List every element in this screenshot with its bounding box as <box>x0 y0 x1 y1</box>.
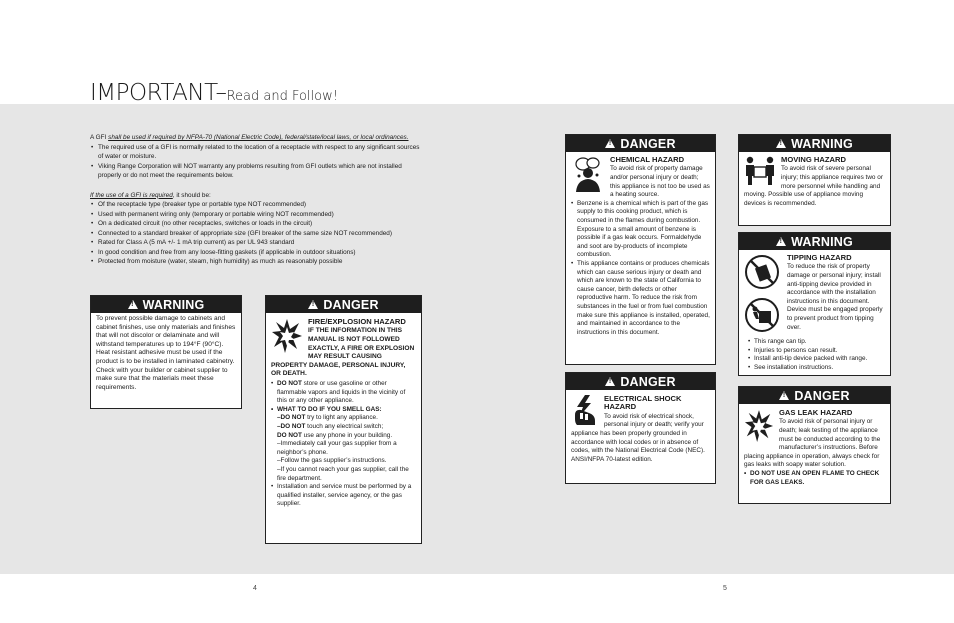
hazard-title: TIPPING HAZARD <box>787 253 852 262</box>
warning-cabinets-text: To prevent possible damage to cabinets and cabinet finishes, use only materials and finishes that will not discolor or delaminate and will withstand temperatures up to 194°F (90°C). Heat resistant adhesive must be used if the product is to be installed in laminated cabinetry. Check with your builder or cabinet supplier to make sure that the materials meet these requirements. <box>96 315 236 391</box>
list-item: • Connected to a standard breaker of appropriate size (GFI breaker of the same size NOT recommended) <box>90 229 420 239</box>
hazard-title: CHEMICAL HAZARD <box>610 155 685 164</box>
warning-moving-box <box>738 134 891 226</box>
gas-list <box>744 470 885 487</box>
list-item: • Injuries to persons can result. <box>748 347 885 356</box>
danger-header <box>566 373 715 390</box>
moving-people-icon <box>744 156 776 186</box>
no-tipping-icon <box>744 254 780 290</box>
list-item: –Follow the gas supplier’s instructions. <box>277 457 387 465</box>
danger-triangle-icon <box>605 139 615 148</box>
tipping-text: To reduce the risk of property damage or personal injury; install anti-tipping device provided in accordance with the installation instructions in this document. Device must be engaged properly to prevent product from tipping over. <box>787 263 883 331</box>
gfi-section <box>90 133 420 267</box>
danger-header <box>566 135 715 152</box>
danger-header <box>266 296 421 313</box>
warning-header <box>739 135 890 152</box>
fire-list <box>271 380 416 509</box>
page-number-right: 5 <box>723 585 727 592</box>
warning-triangle-icon <box>776 139 786 148</box>
chemical-hazard-icon <box>571 156 605 192</box>
warning-triangle-icon <box>776 237 786 246</box>
header-label: WARNING <box>791 136 853 151</box>
chemical-list <box>571 200 710 338</box>
danger-triangle-icon <box>779 391 789 400</box>
danger-gas-box <box>738 386 891 504</box>
danger-header <box>739 387 890 404</box>
gfi-intro <box>90 133 420 143</box>
header-label: WARNING <box>142 297 205 312</box>
list-item: –If you cannot reach your gas supplier, call the fire department. <box>277 465 409 482</box>
gfi-intro-link: shall be used if required by NFPA-70 (National Electric Code), federal/state/local laws, or local ordinances. <box>108 134 409 141</box>
warning-header <box>739 233 890 250</box>
list-item: • Rated for Class A (5 mA +/- 1 mA trip current) as per UL 943 standard <box>90 238 420 248</box>
list-item: • Installation and service must be performed by a qualified installer, service agency, or the gas supplier. <box>271 483 416 509</box>
hazard-title: GAS LEAK HAZARD <box>779 408 853 417</box>
danger-triangle-icon <box>308 300 318 309</box>
no-climbing-icon <box>744 297 780 333</box>
list-item: • Protected from moisture (water, steam, high humidity) as much as reasonably possible <box>90 257 420 267</box>
explosion-icon <box>271 318 303 354</box>
tipping-icons <box>744 254 782 336</box>
header-label: WARNING <box>791 234 853 249</box>
list-item: –DO NOT touch any electrical switch; DO NOT use any phone in your building. <box>277 422 393 439</box>
fire-lead-text: IF THE INFORMATION IN THIS MANUAL IS NOT FOLLOWED EXACTLY, A FIRE OR EXPLOSION MAY RESULT CAUSING PROPERTY DAMAGE, PERSONAL INJURY, OR DEATH. <box>271 327 415 378</box>
list-item: • In good condition and free from any loose-fitting gaskets (if applicable in outdoor situations) <box>90 248 420 258</box>
list-item: –Immediately call your gas supplier from a neighbor’s phone. <box>277 440 397 456</box>
page-title <box>90 82 338 105</box>
hazard-title: FIRE/EXPLOSION HAZARD <box>308 317 406 326</box>
list-item: • This range can tip. <box>748 338 885 347</box>
warning-header <box>91 296 241 313</box>
tipping-list <box>744 338 885 372</box>
gfi-bullets-2 <box>90 200 420 267</box>
danger-triangle-icon <box>605 377 615 386</box>
title-sub: Read and Follow! <box>226 89 338 104</box>
warning-cabinets-box <box>90 295 242 409</box>
gfi-if <box>90 191 420 201</box>
header-label: DANGER <box>620 374 676 389</box>
list-item: • On a dedicated circuit (no other receptacles, switches or loads in the circuit) <box>90 219 420 229</box>
gfi-bullets-1 <box>90 143 420 181</box>
header-label: DANGER <box>794 388 850 403</box>
list-item: • Of the receptacle type (breaker type or portable type NOT recommended) <box>90 200 420 210</box>
gfi-if-link: If the use of a GFI is required <box>90 191 173 199</box>
list-item: • WHAT TO DO IF YOU SMELL GAS: <box>271 406 416 415</box>
gfi-intro-prefix: A GFI <box>90 134 109 141</box>
list-item: • Used with permanent wiring only (temporary or portable wiring NOT recommended) <box>90 210 420 220</box>
chemical-lead-text: To avoid risk of property damage and/or personal injury or death; this appliance is not too be used as a heating source. <box>610 165 710 199</box>
moving-text: To avoid risk of severe personal injury; this appliance requires two or more personnel while handling and moving. Possible use of appliance moving devices is recommended. <box>744 165 883 207</box>
explosion-icon <box>744 409 774 443</box>
electric-shock-icon <box>571 395 599 425</box>
hazard-title: MOVING HAZARD <box>781 155 846 164</box>
danger-fire-box <box>265 295 422 544</box>
gfi-if-rest: , it should be: <box>172 191 211 199</box>
hazard-title: ELECTRICAL SHOCK HAZARD <box>604 394 682 412</box>
page-number-left: 4 <box>253 585 257 592</box>
list-item: • DO NOT store or use gasoline or other flammable vapors and liquids in the vicinity of this or any other appliance. <box>271 380 416 406</box>
list-item: • This appliance contains or produces chemicals which can cause serious injury or death and which are known to the state of California to cause cancer, birth defects or other reproductive harm. To reduce the risk from substances in the fuel or from fuel combustion make sure this appliance is installed, operated, and maintained in accordance to the instructions in this document. <box>571 260 710 337</box>
header-label: DANGER <box>620 136 676 151</box>
list-item: • Viking Range Corporation will NOT warranty any problems resulting from GFI outlets which are not installed properly or do not meet the requirements below. <box>90 162 420 181</box>
list-item: • The required use of a GFI is normally related to the location of a receptacle with respect to any significant sources of water or moisture. <box>90 143 420 162</box>
danger-chemical-box <box>565 134 716 365</box>
list-item: • Benzene is a chemical which is part of the gas supply to this cooking product, which is consumed in the flames during combustion. Exposure to a small amount of benzene is possible if a gas leak occurs. Formaldehyde and soot are by-products of incomplete combustion. <box>571 200 710 260</box>
title-main: IMPORTANT– <box>90 80 227 106</box>
gas-text: To avoid risk of personal injury or death; leak testing of the appliance must be conducted according to the manufacturer’s instructions. Before placing appliance in operation, always check for gas leaks with soapy water solution. <box>744 418 881 469</box>
list-item: • DO NOT USE AN OPEN FLAME TO CHECK FOR GAS LEAKS. <box>744 470 885 487</box>
electrical-text: To avoid risk of electrical shock, personal injury or death; verify your appliance has been properly grounded in accordance with local codes or in absence of codes, with the National Electrical Code (NEC). ANSI/NFPA 70-latest edition. <box>571 412 705 463</box>
danger-electrical-box <box>565 372 716 484</box>
list-item: • Install anti-tip device packed with range. <box>748 355 885 364</box>
list-item: • See installation instructions. <box>748 364 885 373</box>
warning-tipping-box <box>738 232 891 376</box>
header-label: DANGER <box>323 297 379 312</box>
warning-triangle-icon <box>128 300 138 309</box>
list-item: –DO NOT try to light any appliance. <box>277 414 378 422</box>
